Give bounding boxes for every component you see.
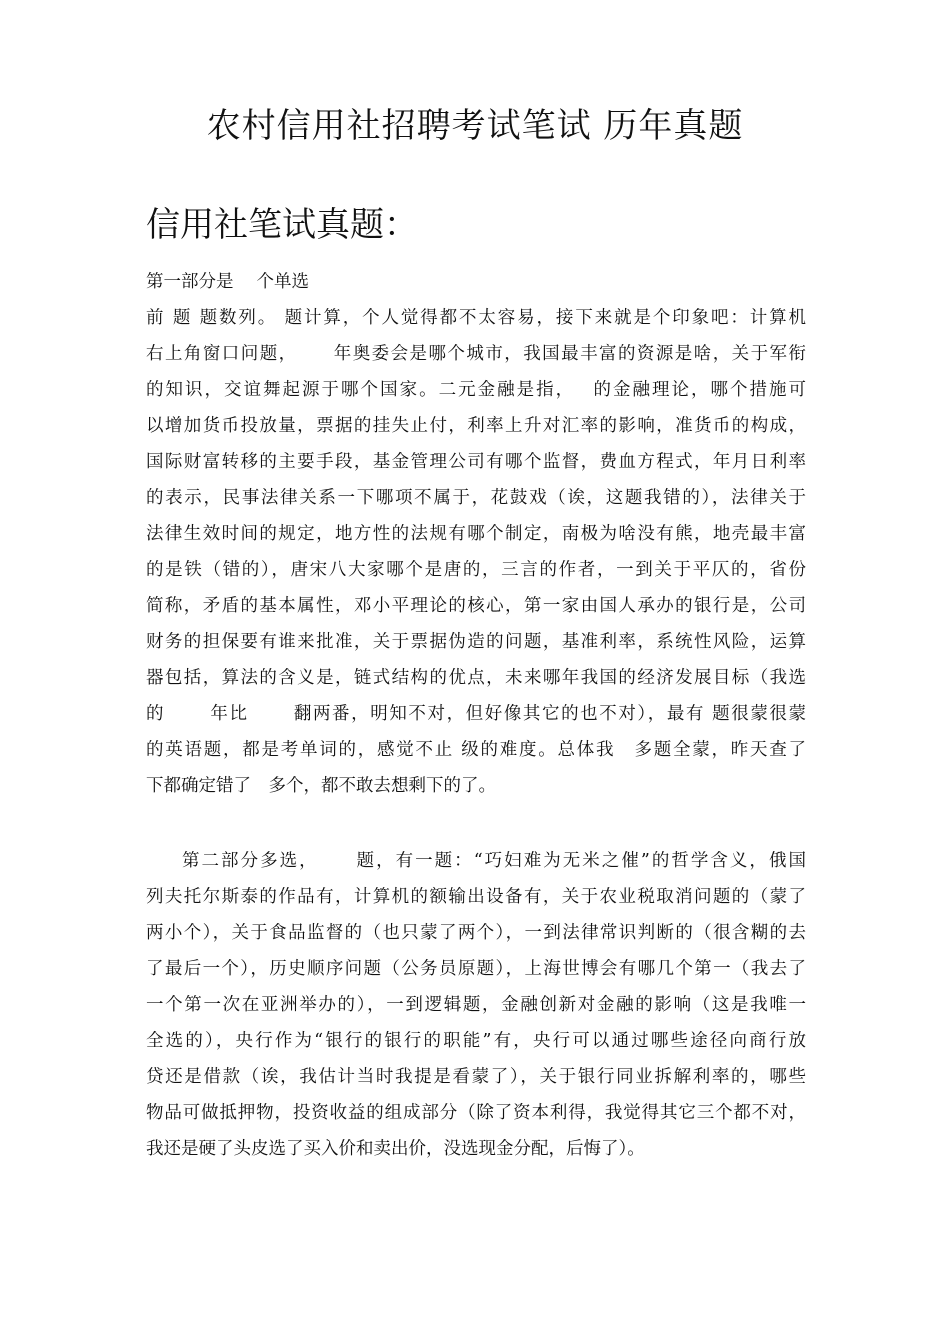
paragraph-line: 物品可做抵押物，投资收益的组成部分（除了资本利得，我觉得其它三个都不对， <box>146 1103 806 1123</box>
paragraph-line: 的英语题，都是考单词的，感觉不止 级的难度。总体我 多题全蒙，昨天查了 <box>146 740 806 760</box>
part1-paragraph <box>146 300 806 804</box>
paragraph-line: 我还是硬了头皮选了买入价和卖出价，没选现金分配，后悔了）。 <box>146 1139 645 1159</box>
paragraph-line: 贷还是借款（诶，我估计当时我提是看蒙了），关于银行同业拆解利率的，哪些 <box>146 1067 806 1087</box>
paragraph-line: 第二部分多选， 题，有一题：“巧妇难为无米之催”的哲学含义，俄国 <box>182 851 806 871</box>
paragraph-line: 法律生效时间的规定，地方性的法规有哪个制定，南极为啥没有熊，地壳最丰富 <box>146 524 806 544</box>
paragraph-line: 了最后一个），历史顺序问题（公务员原题），上海世博会有哪几个第一（我去了 <box>146 959 806 979</box>
paragraph-line: 列夫托尔斯泰的作品有，计算机的额输出设备有，关于农业税取消问题的（蒙了 <box>146 887 806 907</box>
paragraph-line: 国际财富转移的主要手段，基金管理公司有哪个监督，费血方程式，年月日利率 <box>146 452 806 472</box>
paragraph-line: 的是铁（错的），唐宋八大家哪个是唐的，三言的作者，一到关于平仄的，省份 <box>146 560 806 580</box>
part1-heading: 第一部分是 个单选 <box>146 272 310 292</box>
section-heading: 信用社笔试真题： <box>146 205 418 245</box>
paragraph-line: 的表示，民事法律关系一下哪项不属于，花鼓戏（诶，这题我错的），法律关于 <box>146 488 806 508</box>
paragraph-line: 一个第一次在亚洲举办的），一到逻辑题，金融创新对金融的影响（这是我唯一 <box>146 995 806 1015</box>
paragraph-line: 的 年比 翻两番，明知不对，但好像其它的也不对），最有 题很蒙很蒙 <box>146 704 806 724</box>
paragraph-line: 简称，矛盾的基本属性，邓小平理论的核心，第一家由国人承办的银行是，公司 <box>146 596 806 616</box>
document-title: 农村信用社招聘考试笔试 历年真题 <box>206 106 744 146</box>
paragraph-line: 器包括，算法的含义是，链式结构的优点，未来哪年我国的经济发展目标（我选 <box>146 668 806 688</box>
paragraph-line: 全选的），央行作为“银行的银行的职能”有，央行可以通过哪些途径向商行放 <box>146 1031 806 1051</box>
paragraph-line: 下都确定错了 多个，都不敢去想剩下的了。 <box>146 776 496 796</box>
paragraph-line: 以增加货币投放量，票据的挂失止付，利率上升对汇率的影响，准货币的构成， <box>146 416 806 436</box>
paragraph-line: 两小个），关于食品监督的（也只蒙了两个），一到法律常识判断的（很含糊的去 <box>146 923 806 943</box>
part2-paragraph <box>146 843 806 1167</box>
paragraph-line: 财务的担保要有谁来批准，关于票据伪造的问题，基准利率，系统性风险，运算 <box>146 632 806 652</box>
paragraph-line: 前 题 题数列。 题计算，个人觉得都不太容易，接下来就是个印象吧：计算机 <box>146 308 806 328</box>
paragraph-line: 右上角窗口问题， 年奥委会是哪个城市，我国最丰富的资源是啥，关于军衔 <box>146 344 806 364</box>
paragraph-line: 的知识，交谊舞起源于哪个国家。二元金融是指， 的金融理论，哪个措施可 <box>146 380 806 400</box>
